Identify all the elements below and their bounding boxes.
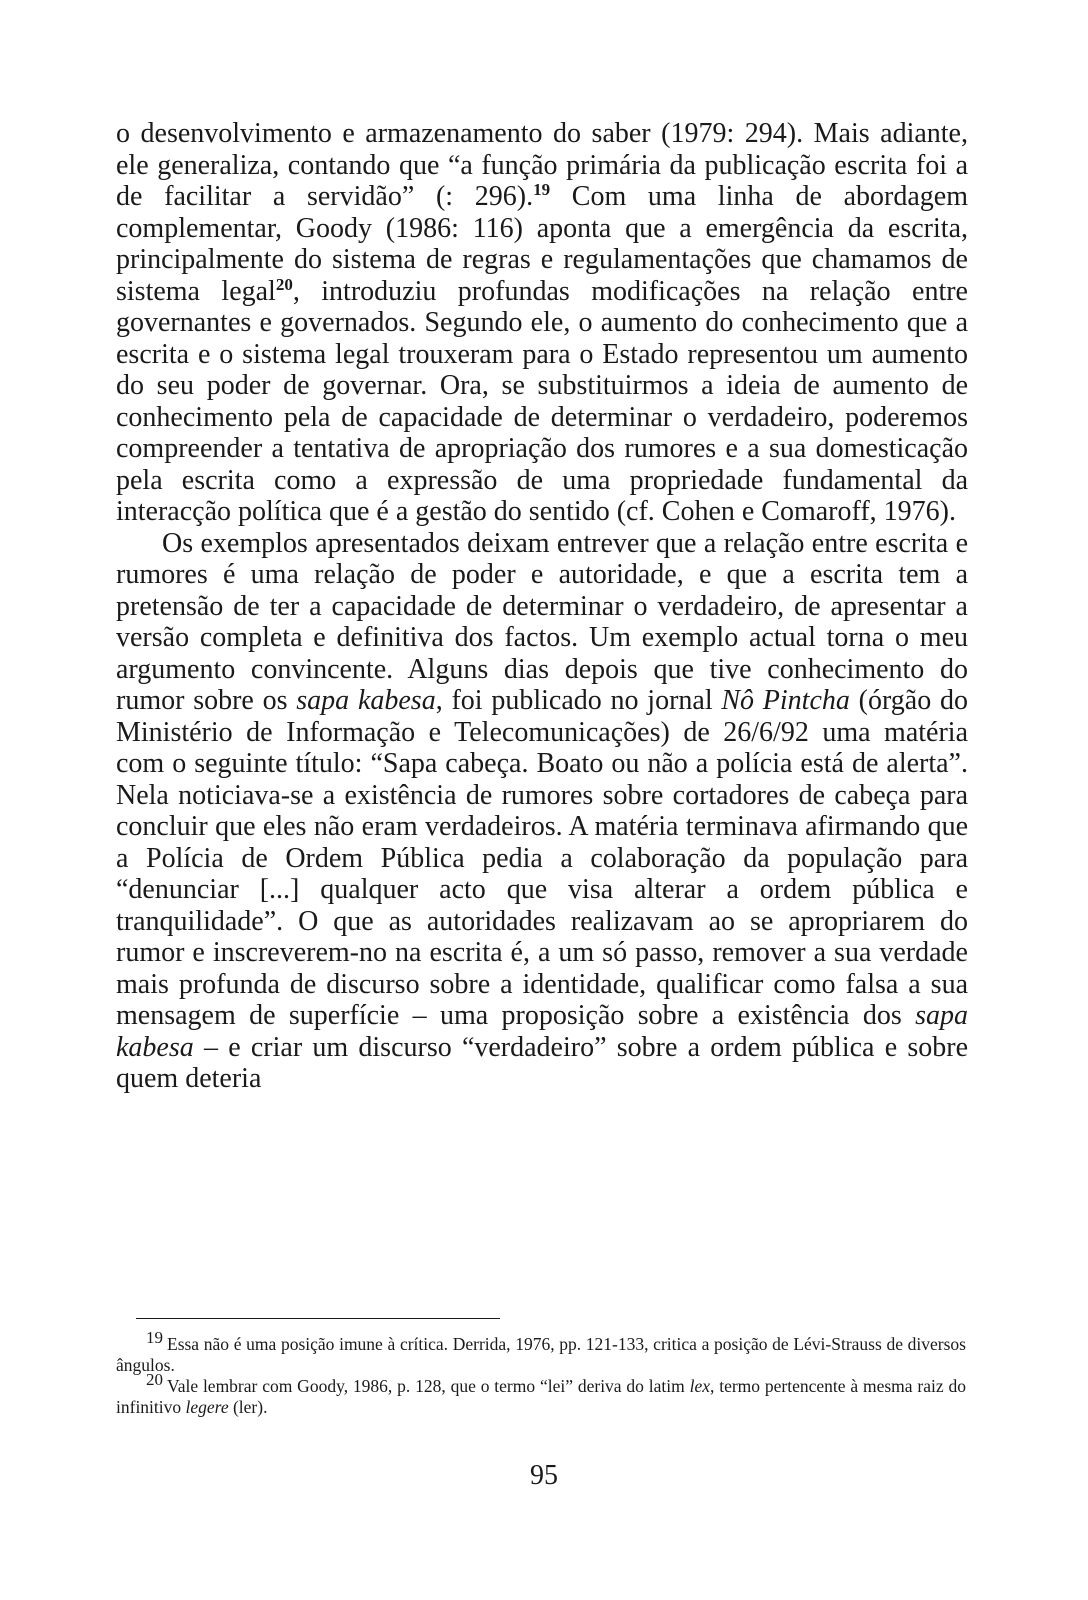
footnotes (116, 1328, 966, 1418)
footnote (116, 1328, 966, 1376)
italic-term: sapa kabesa (116, 1000, 968, 1063)
footnote-reference: 20 (275, 274, 293, 294)
paragraph: o desenvolvimento e armazenamento do saber (1979: 294). Mais adiante, ele generaliza, contando que “a função primária da publicação escrita foi a de facilitar a servidão” (: 296).$^{19}$ Com uma linha de abordagem complementar, Goody (1986: 116) aponta que a emergência da escrita, principalmente do sistema de regras e regulamentações que chamamos de sistema legal$^{20}$, introduziu profundas modificações na relação entre governantes e governados. Segundo ele, o aumento do conhecimento que a escrita e o sistema legal trouxeram para o Estado representou um aumento do seu poder de governar. Ora, se substituirmos a ideia de aumento de conhecimento pela de capacidade de determinar o verdadeiro, poderemos compreender a tentativa de apropriação dos rumores e a sua domesticação pela escrita como a expressão de uma propriedade fundamental da interacção política que é a gestão do sentido (cf. Cohen e Comaroff, 1976). (116, 118, 968, 527)
footnote-number: 20 (146, 1370, 163, 1389)
footnote-text: Vale lembrar com Goody, 1986, p. 128, que o termo “lei” deriva do latim lex, termo pertencente à mesma raiz do infinitivo legere (ler). (116, 1376, 966, 1417)
italic-term: lex (689, 1376, 710, 1396)
footnote (116, 1370, 966, 1418)
italic-term: Nô Pintcha (721, 685, 850, 716)
main-text (116, 118, 968, 1095)
footnote-text: Essa não é uma posição imune à crítica. Derrida, 1976, pp. 121-133, critica a posição de Lévi-Strauss de diversos ângulos. (116, 1334, 966, 1375)
paragraph: Os exemplos apresentados deixam entrever que a relação entre escrita e rumores é uma relação de poder e autoridade, e que a escrita tem a pretensão de ter a capacidade de determinar o verdadeiro, de apresentar a versão completa e definitiva dos factos. Um exemplo actual torna o meu argumento convincente. Alguns dias depois que tive conhecimento do rumor sobre os sapa kabesa, foi publicado no jornal Nô Pintcha (órgão do Ministério de Informação e Telecomunicações) de 26/6/92 uma matéria com o seguinte título: “Sapa cabeça. Boato ou não a polícia está de alerta”. Nela noticiava-se a existência de rumores sobre cortadores de cabeça para concluir que eles não eram verdadeiros. A matéria terminava afirmando que a Polícia de Ordem Pública pedia a colaboração da população para “denunciar [...] qualquer acto que visa alterar a ordem pública e tranquilidade”. O que as autoridades realizavam ao se apropriarem do rumor e inscreverem-no na escrita é, a um só passo, remover a sua verdade mais profunda de discurso sobre a identidade, qualificar como falsa a sua mensagem de superfície – uma proposição sobre a existência dos sapa kabesa – e criar um discurso “verdadeiro” sobre a ordem pública e sobre quem deteria (116, 527, 968, 1094)
page-number: 95 (530, 1460, 558, 1491)
footnote-number: 19 (146, 1328, 163, 1347)
footnote-reference: 19 (533, 180, 551, 199)
italic-term: sapa kabesa (296, 685, 436, 716)
footnote-separator (136, 1318, 500, 1319)
italic-term: legere (185, 1397, 229, 1417)
